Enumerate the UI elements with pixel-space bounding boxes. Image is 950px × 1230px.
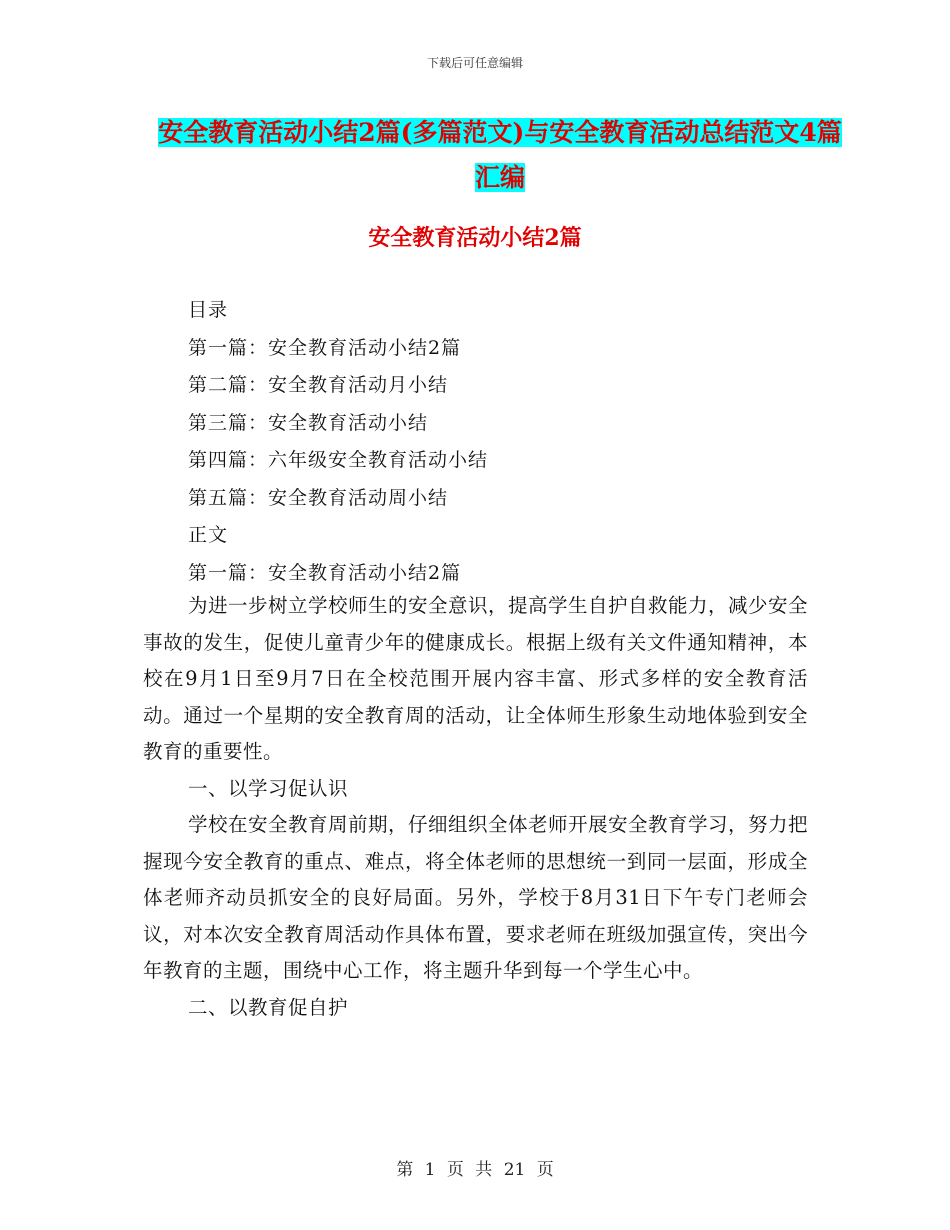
article-body <box>143 588 808 1026</box>
paragraph: 学校在安全教育周前期，仔细组织全体老师开展安全教育学习，努力把握现今安全教育的重点、难点，将全体老师的思想统一到同一层面，形成全体老师齐动员抓安全的良好局面。另外，学校于8月31日下午专门老师会议，对本次安全教育周活动作具体布置，要求老师在班级加强宣传，突出今年教育的主题，围绕中心工作，将主题升华到每一个学生心中。 <box>143 813 809 982</box>
toc-item-3: 第三篇：安全教育活动小结 <box>188 411 429 434</box>
section-title: 安全教育活动小结2篇 <box>368 225 582 251</box>
toc-item-4: 第四篇：六年级安全教育活动小结 <box>188 449 489 471</box>
table-of-contents <box>188 292 828 592</box>
document-title <box>150 110 850 200</box>
toc-item-1: 第一篇：安全教育活动小结2篇 <box>188 336 462 359</box>
paragraph: 为进一步树立学校师生的安全意识，提高学生自护自救能力，减少安全事故的发生，促使儿童青少年的健康成长。根据上级有关文件通知精神，本校在9月1日至9月7日在全校范围开展内容丰富、形式多样的安全教育活动。通过一个星期的安全教育周的活动，让全体师生形象生动地体验到安全教育的重要性。 <box>143 594 809 763</box>
page-number: 第 1 页 共 21 页 <box>396 1160 554 1180</box>
document-title-text: 安全教育活动小结2篇(多篇范文)与安全教育活动总结范文4篇汇编 <box>158 118 842 192</box>
toc-heading: 目录 <box>188 299 229 321</box>
first-article-heading: 第一篇：安全教育活动小结2篇 <box>188 561 462 584</box>
page-header-note: 下载后可任意编辑 <box>426 56 523 70</box>
subheading: 一、以学习促认识 <box>188 776 349 800</box>
body-heading: 正文 <box>188 524 229 546</box>
toc-item-2: 第二篇：安全教育活动月小结 <box>188 374 449 396</box>
subheading: 二、以教育促自护 <box>188 995 349 1019</box>
toc-item-5: 第五篇：安全教育活动周小结 <box>188 486 449 509</box>
